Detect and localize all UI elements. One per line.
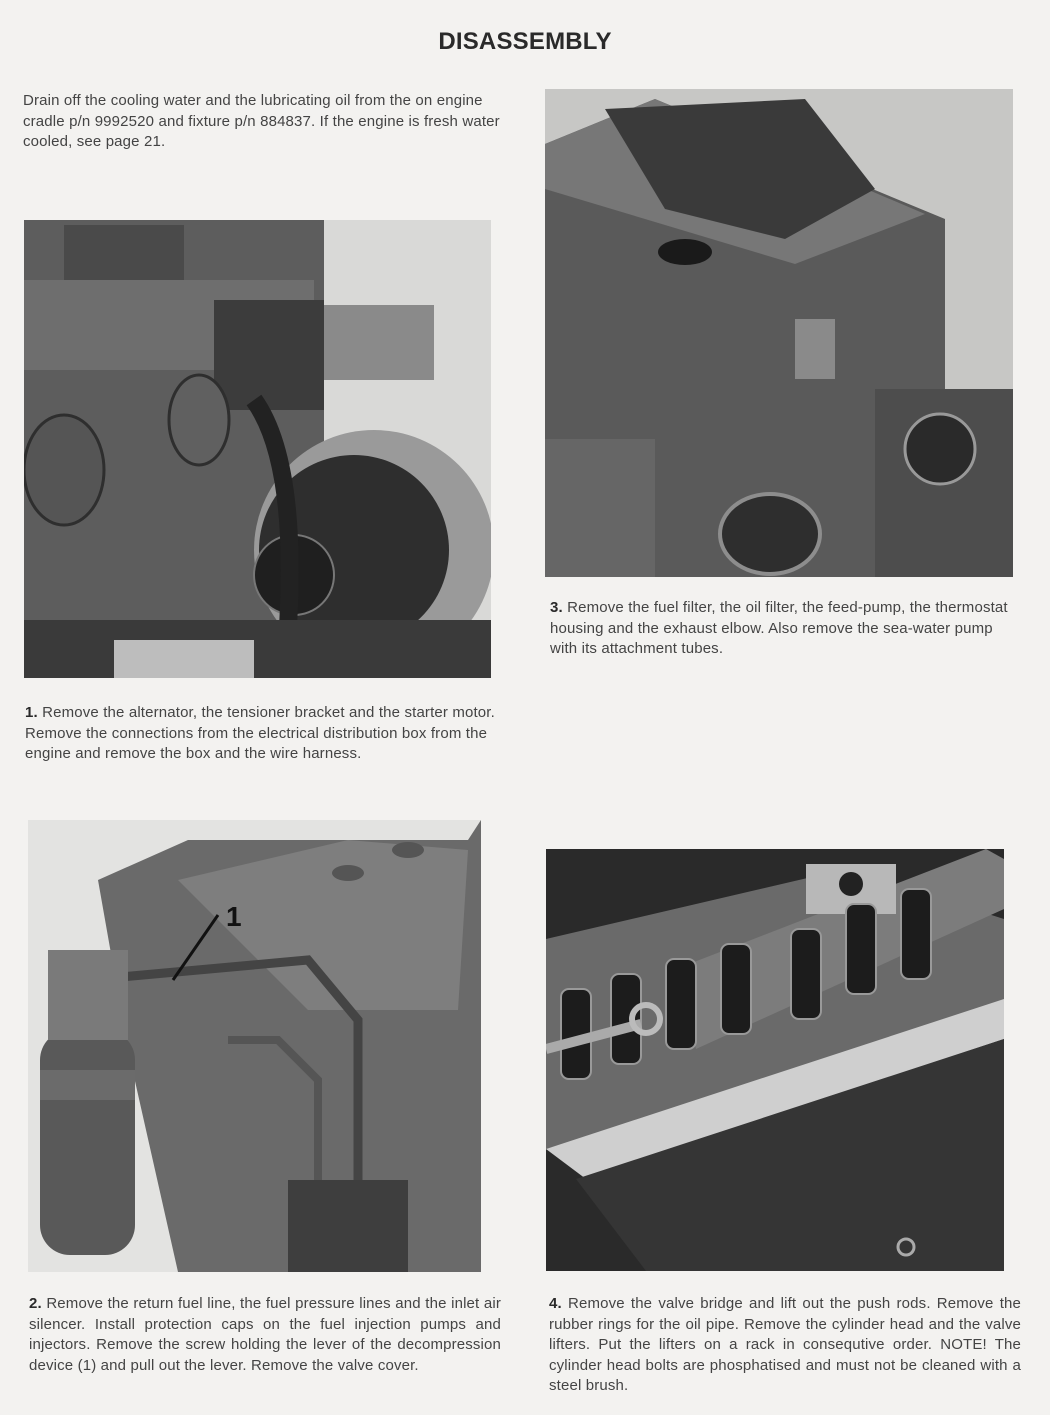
intro-text: Drain off the cooling water and the lubricating oil from the on engine cradle p/n 9992520 and fixture p/n 884837. If the engine is fresh water cooled, see page 21.	[23, 92, 500, 150]
step-4-number: 4.	[549, 1295, 562, 1312]
step-1-text	[25, 703, 501, 765]
step-3-description: Remove the fuel filter, the oil filter, the feed-pump, the thermostat housing and the exhaust elbow. Also remove the sea-water pump with its attachment tubes.	[550, 599, 1008, 657]
step-1-photo	[24, 220, 491, 678]
step-2-photo	[28, 820, 481, 1272]
engine-fuel-filter-illustration	[28, 820, 481, 1272]
page-title: DISASSEMBLY	[438, 28, 612, 55]
step-1-number: 1.	[25, 704, 38, 721]
step-3-number: 3.	[550, 599, 563, 616]
step-3-text	[550, 598, 1022, 660]
engine-alternator-illustration	[24, 220, 491, 678]
step-2-number: 2.	[29, 1295, 42, 1312]
callout-1-label: 1	[226, 901, 242, 932]
step-1-description: Remove the alternator, the tensioner bracket and the starter motor. Remove the connections from the electrical distribution box from the engine and remove the box and the wire harness.	[25, 704, 495, 762]
step-2-description: Remove the return fuel line, the fuel pressure lines and the inlet air silencer. Install protection caps on the fuel injection pumps and injectors. Remove the screw holding the lever of the decompression device (1) and pull out the lever. Remove the valve cover.	[29, 1295, 501, 1374]
step-3-photo	[545, 89, 1013, 577]
step-4-text	[549, 1294, 1021, 1397]
step-4-description: Remove the valve bridge and lift out the push rods. Remove the rubber rings for the oil pipe. Remove the cylinder head and the valve lifters. Put the lifters on a rack in consequtive order. NOTE! The cylinder head bolts are phosphatised and must not be cleaned with a steel brush.	[549, 1295, 1021, 1394]
valve-springs-illustration	[546, 849, 1004, 1271]
step-4-photo	[546, 849, 1004, 1271]
engine-block-illustration	[545, 89, 1013, 577]
step-2-text	[29, 1294, 501, 1376]
